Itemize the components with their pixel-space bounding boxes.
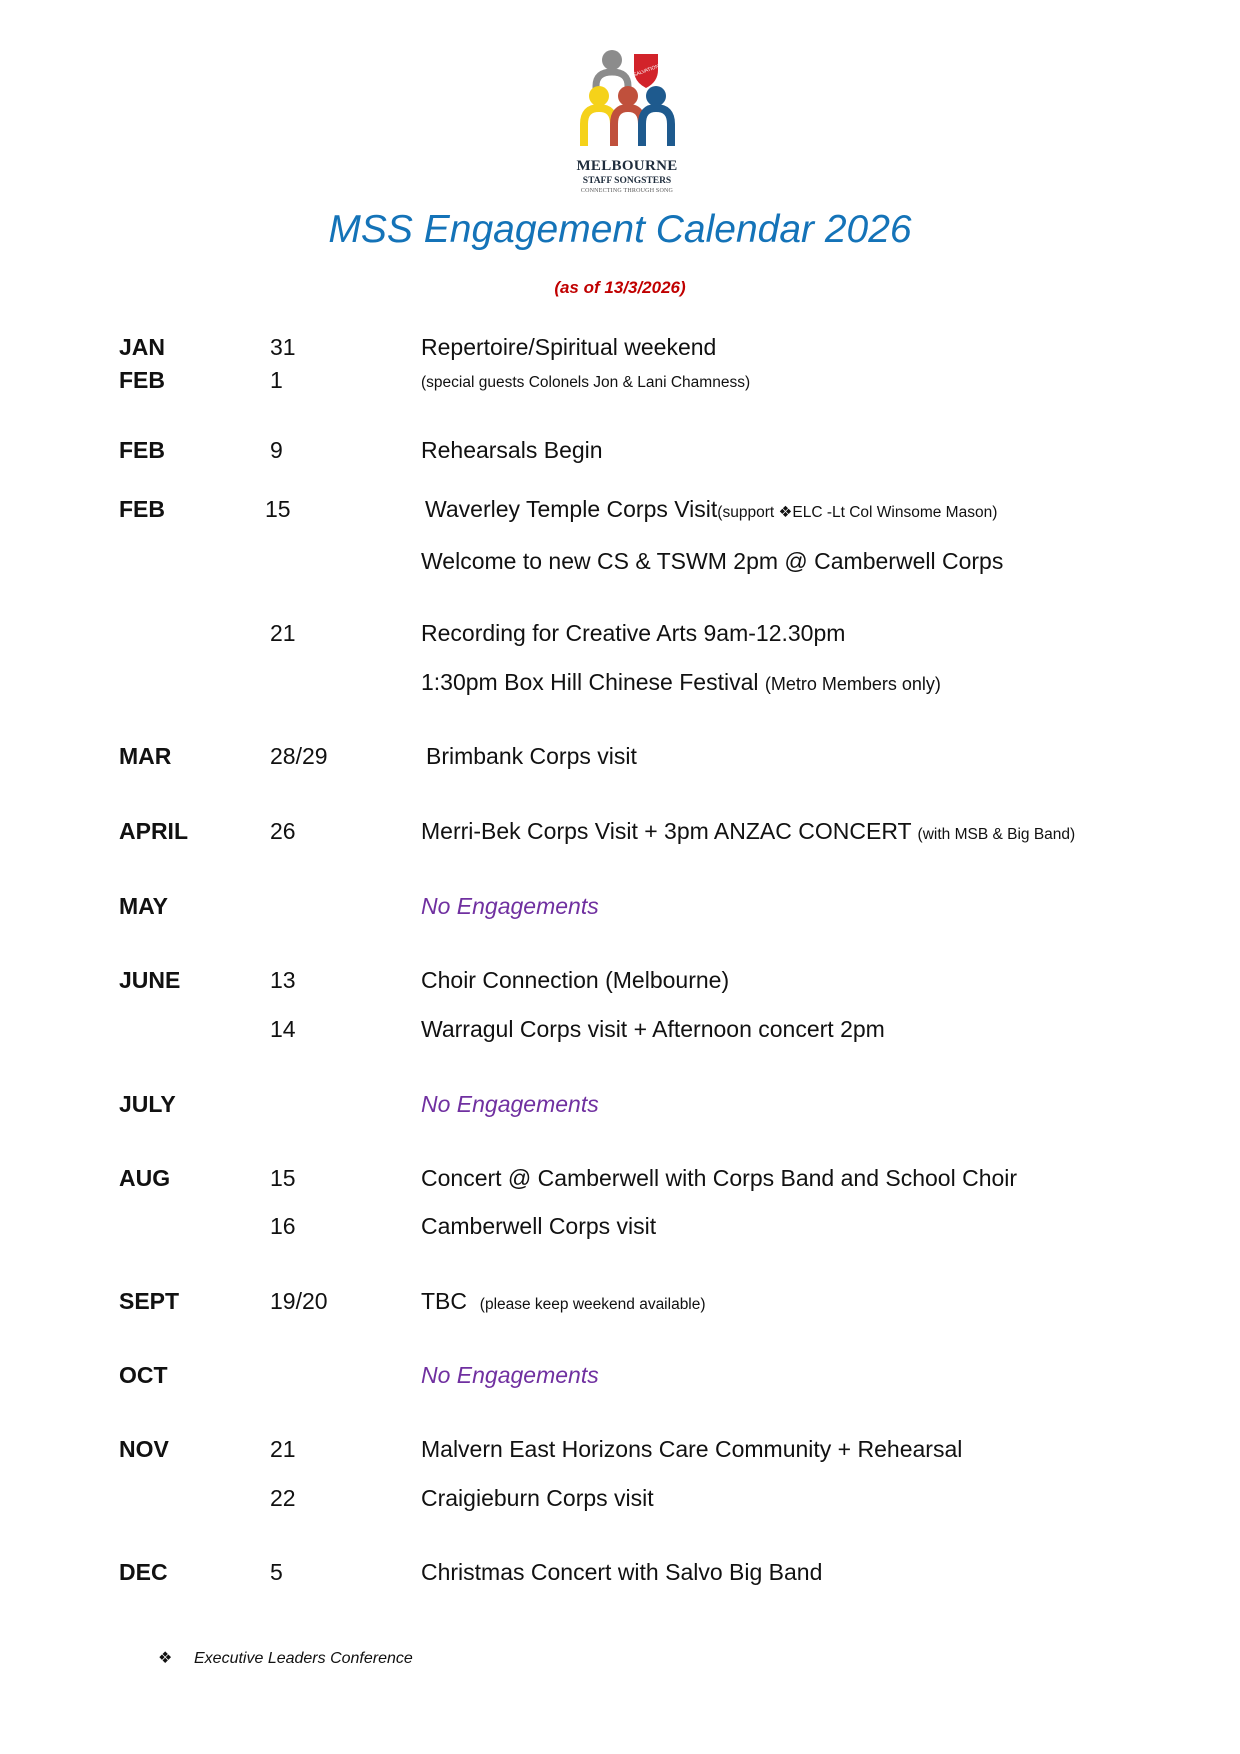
day-label: 15 [270, 1165, 296, 1191]
day-label: 22 [270, 1485, 296, 1511]
event-note: (please keep weekend available) [479, 1296, 706, 1313]
no-engagements: No Engagements [421, 1091, 599, 1117]
month-label: FEB [119, 496, 165, 522]
event-text: Recording for Creative Arts 9am-12.30pm [421, 620, 846, 646]
day-label: 19/20 [270, 1288, 328, 1314]
logo-name: MELBOURNE [576, 158, 678, 174]
as-of-date: (as of 13/3/2026) [554, 278, 686, 297]
event-title: Waverley Temple Corps Visit [425, 496, 718, 522]
event-title: TBC [421, 1288, 467, 1314]
month-label: JUNE [119, 967, 181, 993]
singers-logo-icon [578, 48, 678, 158]
logo [568, 48, 686, 198]
event-text: Rehearsals Begin [421, 437, 603, 463]
event-text [421, 1288, 706, 1315]
day-label: 5 [270, 1559, 283, 1585]
event-text: Brimbank Corps visit [426, 743, 637, 769]
day-label: 28/29 [270, 743, 328, 769]
event-title: Merri-Bek Corps Visit + 3pm ANZAC CONCERT [421, 818, 912, 844]
event-title: 1:30pm Box Hill Chinese Festival [421, 669, 759, 695]
event-note: (Metro Members only) [764, 674, 941, 694]
event-text: Choir Connection (Melbourne) [421, 967, 730, 993]
month-label: FEB [119, 367, 165, 393]
day-label: 9 [270, 437, 283, 463]
month-label: AUG [119, 1165, 171, 1191]
month-label: FEB [119, 437, 165, 463]
event-note: (with MSB & Big Band) [917, 826, 1076, 843]
event-text [421, 669, 941, 696]
event-text: Welcome to new CS & TSWM 2pm @ Camberwell Corps [421, 548, 1004, 574]
logo-subtitle: STAFF SONGSTERS [582, 176, 672, 186]
day-label: 31 [270, 334, 296, 360]
no-engagements: No Engagements [421, 893, 599, 919]
event-text [425, 496, 997, 523]
month-label: MAY [119, 893, 168, 919]
month-label: JULY [119, 1091, 176, 1117]
event-text: Warragul Corps visit + Afternoon concert 2pm [421, 1016, 885, 1042]
event-text: Repertoire/Spiritual weekend [421, 334, 717, 360]
svg-text:SALVATION: SALVATION [632, 63, 661, 79]
day-label: 14 [270, 1016, 296, 1042]
day-label: 16 [270, 1213, 296, 1239]
footnote: Executive Leaders Conference [194, 1650, 413, 1667]
month-label: NOV [119, 1436, 169, 1462]
month-label: APRIL [119, 818, 188, 844]
no-engagements: No Engagements [421, 1362, 599, 1388]
month-label: OCT [119, 1362, 168, 1388]
event-text [421, 818, 1075, 845]
footnote-bullet-icon: ❖ [158, 1650, 173, 1667]
month-label: MAR [119, 743, 172, 769]
event-text: Christmas Concert with Salvo Big Band [421, 1559, 823, 1585]
day-label: 21 [270, 1436, 296, 1462]
event-text: Camberwell Corps visit [421, 1213, 657, 1239]
event-text: Craigieburn Corps visit [421, 1485, 654, 1511]
event-note: (special guests Colonels Jon & Lani Chamness) [421, 374, 751, 391]
event-note: (support ❖ELC -Lt Col Winsome Mason) [717, 504, 998, 521]
month-label: DEC [119, 1559, 168, 1585]
day-label: 1 [270, 367, 283, 393]
logo-tagline: CONNECTING THROUGH SONG [580, 188, 674, 194]
month-label: JAN [119, 334, 166, 360]
event-text: Malvern East Horizons Care Community + Rehearsal [421, 1436, 963, 1462]
page-title: MSS Engagement Calendar 2026 [328, 208, 912, 251]
day-label: 15 [265, 496, 291, 522]
day-label: 21 [270, 620, 296, 646]
month-label: SEPT [119, 1288, 180, 1314]
day-label: 13 [270, 967, 296, 993]
event-text: Concert @ Camberwell with Corps Band and School Choir [421, 1165, 1018, 1191]
day-label: 26 [270, 818, 296, 844]
